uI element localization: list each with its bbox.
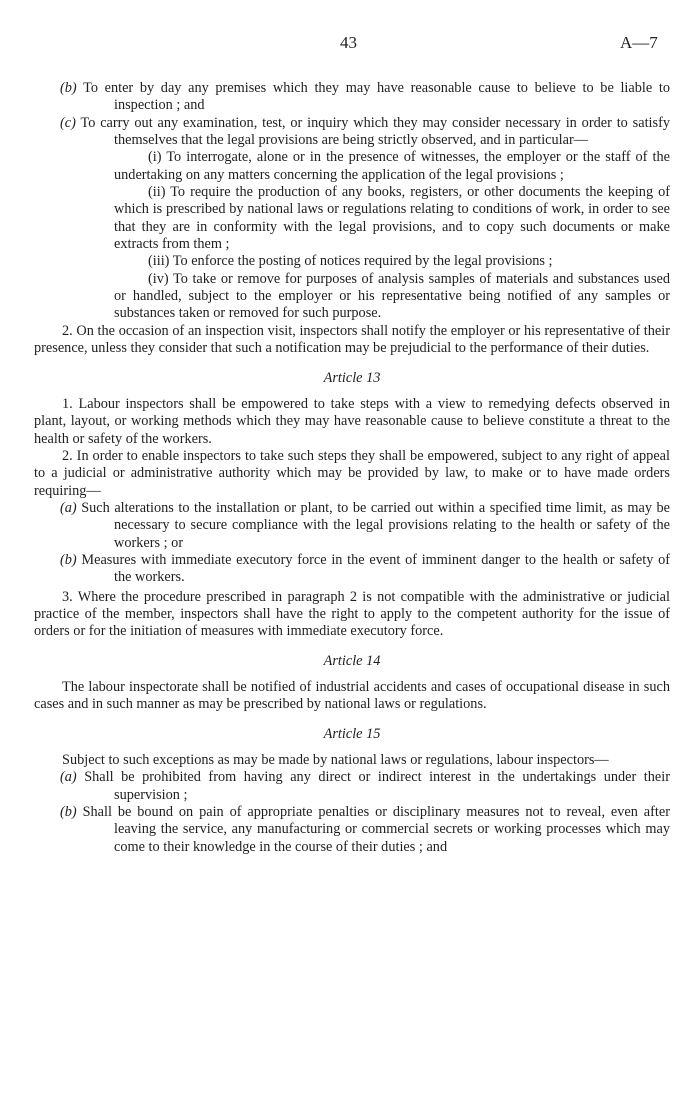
item-label: (b)	[60, 551, 77, 568]
subitem-iii: (iii) To enforce the posting of notices required by the legal provisions ;	[148, 253, 553, 270]
page-header	[0, 34, 700, 56]
item-text: Such alterations to the installation or plant, to be carried out within a specified time limit, as may be necessary to secure compliance with the legal provisions relating to the health or safety of the workers ; or	[81, 499, 670, 551]
article-15-item-b	[34, 804, 670, 856]
article-15-heading: Article 15	[323, 725, 381, 742]
article-13-paragraph-3: 3. Where the procedure prescribed in paragraph 2 is not compatible with the administrative or judicial practice of the member, inspectors shall have the right to apply to the competent authority for the issue of orders or for the initiation of measures with immediate executory force.	[34, 588, 670, 640]
item-text: To carry out any examination, test, or inquiry which they may consider necessary in order to satisfy themselves that the legal provisions are being strictly observed, and in particular—	[80, 114, 670, 149]
item-label: (c)	[60, 114, 76, 131]
item-label: (b)	[60, 80, 77, 96]
item-label: (b)	[60, 804, 77, 821]
item-c-examination	[34, 115, 670, 150]
item-text: Measures with immediate executory force in the event of imminent danger to the health or safety of the workers.	[81, 551, 670, 586]
page-number: 43	[340, 33, 357, 52]
item-text: Shall be bound on pain of appropriate penalties or disciplinary measures not to reveal, even after leaving the service, any manufacturing or commercial secrets or working processes which may come to their knowledge in the course of their duties ; and	[82, 804, 670, 855]
article-13-item-b	[34, 552, 670, 587]
item-b-enter-premises	[34, 80, 670, 115]
article-13-paragraph-1: 1. Labour inspectors shall be empowered to take steps with a view to remedying defects observed in plant, layout, or working methods which they may have reasonable cause to believe constitute a threat to the health or safety of the workers.	[34, 395, 670, 447]
article-13-item-a	[34, 500, 670, 552]
article-13-paragraph-2: 2. In order to enable inspectors to take such steps they shall be empowered, subject to any right of appeal to a judicial or administrative authority which may be provided by law, to make or to have made orders requiring—	[34, 447, 670, 499]
item-text: To enter by day any premises which they may have reasonable cause to believe to be liable to inspection ; and	[83, 80, 670, 114]
article-15-paragraph-1: Subject to such exceptions as may be made by national laws or regulations, labour inspectors—	[62, 752, 609, 769]
subitem-i: (i) To interrogate, alone or in the presence of witnesses, the employer or the staff of the undertaking on any matters concerning the application of the legal provisions ;	[114, 149, 670, 183]
subitem-iv: (iv) To take or remove for purposes of analysis samples of materials and substances used or handled, subject to the employer or his representative being notified of any samples or substances taken or removed for such purpose.	[114, 270, 670, 322]
page-reference: A—7	[620, 33, 658, 52]
paragraph-2-notify: 2. On the occasion of an inspection visit, inspectors shall notify the employer or his representative of their presence, unless they consider that such a notification may be prejudicial to the performance of their duties.	[34, 322, 670, 357]
subitem-ii: (ii) To require the production of any books, registers, or other documents the keeping of which is prescribed by national laws or regulations relating to conditions of work, in order to see that they are in conformity with the legal provisions, and to copy such documents or make extracts from them ;	[114, 184, 670, 253]
article-13-heading: Article 13	[323, 369, 381, 386]
document-body	[34, 80, 670, 856]
item-label: (a)	[60, 769, 77, 786]
item-label: (a)	[60, 499, 77, 516]
article-14-paragraph-1: The labour inspectorate shall be notified of industrial accidents and cases of occupational disease in such cases and in such manner as may be prescribed by national laws or regulations.	[34, 679, 670, 713]
item-text: Shall be prohibited from having any direct or indirect interest in the undertakings under their supervision ;	[84, 769, 670, 803]
article-14-heading: Article 14	[323, 652, 381, 669]
article-15-item-a	[34, 769, 670, 804]
